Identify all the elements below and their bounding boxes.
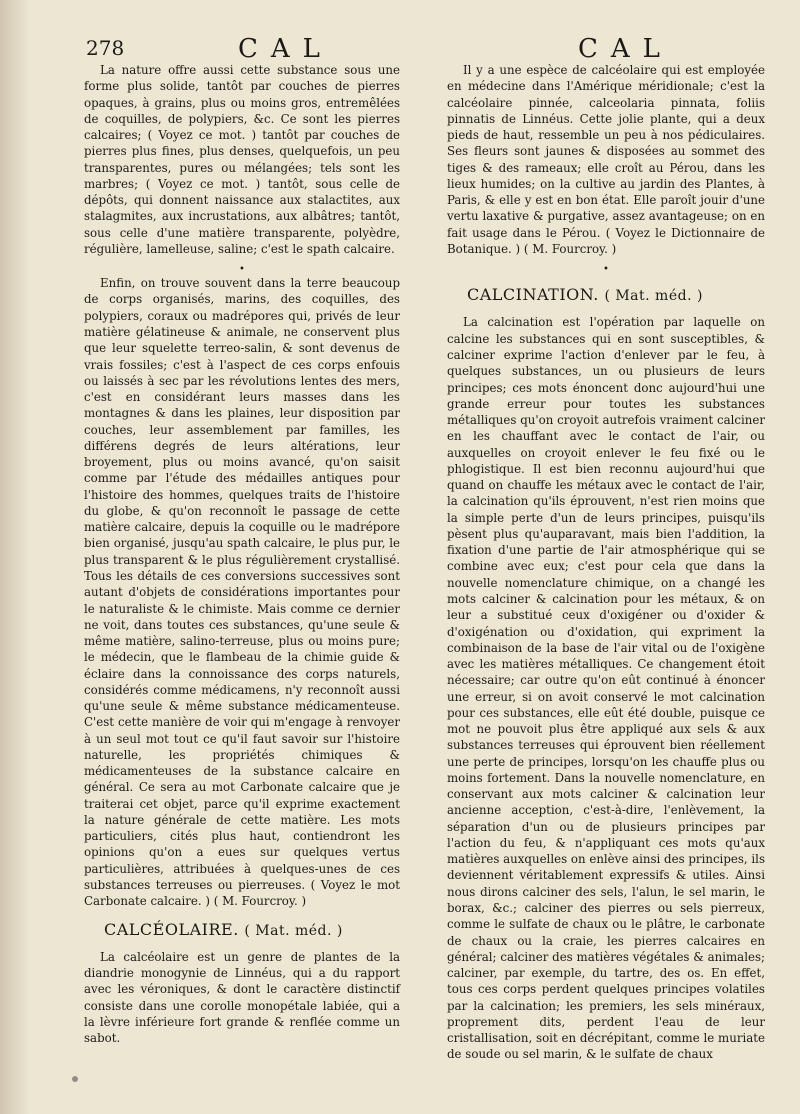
entry-heading-calceolaire <box>104 919 400 939</box>
paragraph-calceolaire-pinnee: Il y a une espèce de calcéolaire qui est employée en médecine dans l'Amérique méridionale; c'est la calcéolaire pinnée, calceolaria pinnata, foliis pinnatis de Linnéus. Cette jolie plante, qui a deux pieds de haut, ressemble un peu à nos pédiculaires. Ses fleurs sont jaunes & disposées au sommet des tiges & des rameaux; elle croît au Pérou, dans les lieux humides; on la cultive au jardin des Plantes, à Paris, & elle y est en bon état. Elle paroît jouir d'une vertu laxative & purgative, assez avantageuse; on en fait usage dans le Pérou. ( Voyez le Dictionnaire de Botanique. ) ( M. Fourcroy. ) <box>447 63 765 256</box>
paragraph-separator: • <box>603 264 609 276</box>
running-head-right: CAL <box>578 34 673 64</box>
paragraph-separator: • <box>239 264 245 276</box>
entry-category: ( Mat. méd. ) <box>244 922 343 939</box>
ink-spot <box>72 1076 78 1082</box>
left-column <box>84 62 400 1054</box>
page-number: 278 <box>86 36 125 60</box>
paragraph-calcaire-forms: La nature offre aussi cette substance sous une forme plus solide, tantôt par couches de pierres opaques, à grains, plus ou moins gros, entremêlées de coquilles, de polypiers, &c. Ce sont les pierres calcaires; ( Voyez ce mot. ) tantôt par couches de pierres plus fines, plus denses, quelquefois, un peu transparentes, pures ou mélangées; tels sont les marbres; ( Voyez ce mot. ) tantôt, sous celle de dépôts, qui donnent naissance aux stalactites, aux stalagmites, aux incrustations, aux albâtres; tantôt, sous celle d'une matière transparente, polyèdre, régulière, lamelleuse, saline; c'est le spath calcaire. <box>84 63 400 256</box>
entry-category: ( Mat. méd. ) <box>604 288 703 305</box>
paragraph-calceolaire-definition: La calcéolaire est un genre de plantes de la diandrie monogynie de Linnéus, qui a du rapport avec les véroniques, & dont le caractère distinctif consiste dans une corolle monopétale labiée, qui a la lèvre inférieure fort grande & renflée comme un sabot. <box>84 949 400 1046</box>
entry-title: CALCÉOLAIRE. <box>104 919 239 939</box>
right-column <box>447 62 765 1071</box>
paragraph-calcaire-fossiles: Enfin, on trouve souvent dans la terre beaucoup de corps organisés, marins, des coquilles, des polypiers, coraux ou madrépores qui, privés de leur matière gélatineuse & animale, ne conservent plus que leur squelette terreo-salin, & sont devenus de vrais fossiles; c'est à l'aspect de ces corps enfouis ou laissés à sec par les révolutions lentes des mers, c'est en considérant leurs masses dans les montagnes & dans les plaines, leur disposition par couches, leur assemblement par familles, les différens degrés de leurs altérations, leur broyement, plus ou moins avancé, qu'on saisit comme par l'étude des médailles antiques pour l'histoire des hommes, quelques traits de l'histoire du globe, & qu'on reconnoît le passage de cette matière calcaire, depuis la coquille ou le madrépore bien organisé, jusqu'au spath calcaire, le plus pur, le plus transparent & le plus régulièrement crystallisé. Tous les détails de ces conversions successives sont autant d'objets de considérations importantes pour le naturaliste & le chimiste. Mais comme ce dernier ne voit, dans toutes ces substances, qu'une seule & même matière, salino-terreuse, plus ou moins pure; le médecin, que le flambeau de la chimie guide & éclaire dans la connoissance des corps naturels, considérés comme médicamens, n'y reconnoît aussi qu'une seule & même substance médicamenteuse. C'est cette manière de voir qui m'engage à renvoyer à un seul mot tout ce qu'il faut savoir sur l'histoire naturelle, les propriétés chimiques & médicamenteuses de la substance calcaire en général. Ce sera au mot Carbonate calcaire que je traiterai cet objet, parce qu'il exprime exactement la nature générale de cette matière. Les mots particuliers, cités plus haut, contiendront les opinions qu'on a eues sur quelques vertus particulières, attribuées à quelques-unes de ces substances terreuses ou pierreuses. ( Voyez le mot Carbonate calcaire. ) ( M. Fourcroy. ) <box>84 276 400 909</box>
page-gutter-shadow <box>0 0 30 1114</box>
entry-heading-calcination <box>467 287 765 304</box>
entry-title: CALCINATION. <box>467 285 599 305</box>
page-header <box>0 34 800 64</box>
paragraph-calcination-definition: La calcination est l'opération par laquelle on calcine les substances qui en sont susceptibles, & calciner exprime l'action d'enlever par le feu, à quelques substances, un ou plusieurs de leurs principes; ces mots énoncent donc aujourd'hui une grande erreur pour toutes les substances métalliques qu'on croyoit autrefois vraiment calciner en les chauffant avec le contact de l'air, ou auxquelles on croyoit enlever le feu fixé ou le phlogistique. Il est bien reconnu aujourd'hui que quand on chauffe les métaux avec le contact de l'air, la calcination qu'ils éprouvent, n'est rien moins que la simple perte d'un de leurs principes, puisqu'ils pèsent plus qu'auparavant, mais bien l'addition, la fixation d'une partie de l'air atmosphérique qui se combine avec eux; c'est pour cela que dans la nouvelle nomenclature chimique, on a changé les mots calciner & calcination pour les métaux, & on leur a substitué ceux d'oxigéner ou d'oxider & d'oxigénation ou d'oxidation, qui expriment la combinaison de la base de l'air vital ou de l'oxigène avec les matières métalliques. Ce changement étoit nécessaire; car outre qu'on eût continué à énoncer une erreur, si on avoit conservé le mot calcination pour ces substances, elle eût été double, puisque ce mot ne pouvoit plus être appliqué aux sels & aux substances terreuses qui éprouvent bien réellement une perte de principes, lorsqu'on les chauffe plus ou moins fortement. Dans la nouvelle nomenclature, en conservant aux mots calciner & calcination leur ancienne acception, c'est-à-dire, l'enlèvement, la séparation d'un ou de plusieurs principes par l'action du feu, & n'appliquant ces mots qu'aux matières auxquelles on enlève ainsi des principes, ils deviennent véritablement expressifs & utiles. Ainsi nous dirons calciner des sels, l'alun, le sel marin, le borax, &c.; calciner des pierres ou sels pierreux, comme le sulfate de chaux ou le plâtre, le carbonate de chaux ou la craie, les pierres calcaires en général; calciner des matières végétales & animales; calciner, par exemple, du tartre, des os. En effet, tous ces corps perdent quelques principes volatiles par la calcination; les premiers, les sels minéraux, proprement dits, perdent l'eau de leur cristallisation, soit en décrépitant, comme le muriate de soude ou sel marin, & le sulfate de chaux <box>447 315 766 1062</box>
running-head-left: CAL <box>238 34 333 64</box>
